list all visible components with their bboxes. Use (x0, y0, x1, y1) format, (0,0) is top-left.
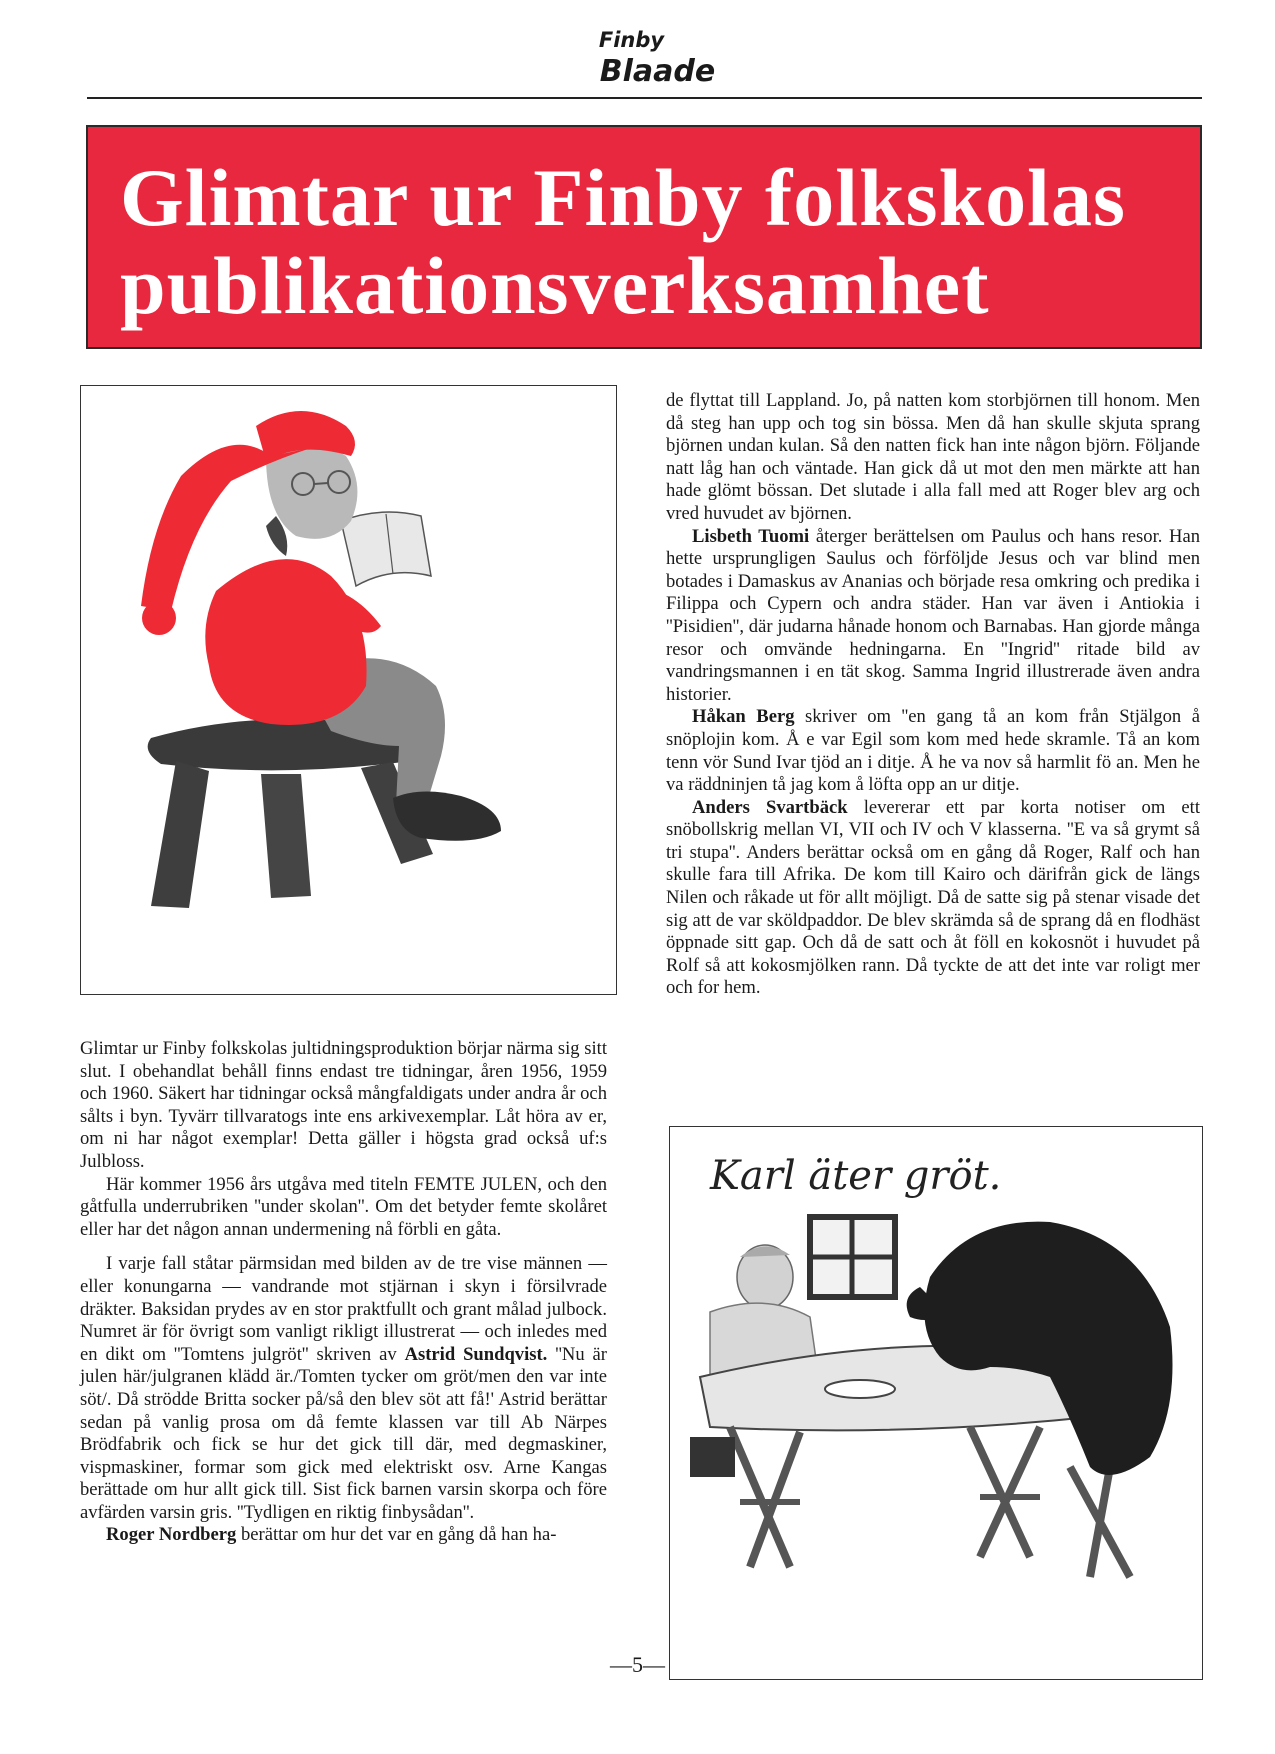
page-number: —5— (610, 1652, 665, 1677)
paragraph-roger (80, 1524, 607, 1547)
paragraph-text: ''Nu är julen här/julgranen klädd är./Tomten tycker om gröt/men den var inte söt/. Då strödde Britta socker på/så den blev söt att få!' Astrid berättar sedan på vanlig prosa om då femte klassen var till Ab Närpes Brödfabrik och fick se hur det gick till där, med degmaskiner, vispmaskiner, formar som gick med elektriskt osv. Arne Kangas berättade om hur allt gick till. Sist fick barnen varsin skorpa och före avfärden varsin gris. ''Tydligen en riktig finbysådan''. (80, 1343, 607, 1523)
paragraph-text: återger berättelsen om Paulus och hans resor. Han hette ursprungligen Saulus och förföljde Jesus och var blind men botades i Damaskus av Ananias och började resa omkring och predika i Filippa och Cypern och andra städer. Han var även i Antiokia i ''Pisidien'', där judarna hånade honom och Barnabas. Han gjorde många resor och omvände hedningarna. En ''Ingrid'' ritade bild av vandringsmannen i en tät skog. Samma Ingrid illustrerade även andra historier. (666, 525, 1200, 705)
paragraph-text: I varje fall ståtar pärmsidan med bilden av de tre vise männen — eller konungarna — vandrande mot stjärnan i skyn i försilvrade dräkter. Baksidan prydes av en stor praktfullt och grant målad julbock. Numret är för övrigt som vanligt rikligt illustrerat — och inledes med en dikt om ''Tomtens julgröt'' skriven av (80, 1253, 607, 1365)
author-name: Lisbeth Tuomi (692, 525, 810, 547)
paragraph-continued: de flyttat till Lappland. Jo, på natten kom storbjörnen till honom. Men då steg han upp och tog sin bössa. Men då han skulle skjuta sprang björnen undan kulan. Så den natten fick han inte någon björn. Följande natt låg han och väntade. Han gick då ut mot den men märkte att han hade glömt bössan. Det slutade i alla fall med att Roger blev arg och vred huvudet av björnen. (666, 390, 1200, 524)
masthead-line-1: Finby (598, 28, 665, 52)
author-name: Anders Svartbäck (692, 796, 848, 818)
paragraph-text: skriver om ''en gang tå an kom från Stjälgon å snöplojin kom. Å e var Egil som kom med hede skramle. Tå an kom tenn vör Sund Ivar tjöd an i ditje. Å he va nov så harmlit fö an. Men he va räddninjen tå jag kom å löfta opp an ur ditje. (666, 706, 1200, 796)
left-column (80, 1038, 607, 1547)
paragraph-lisbeth (666, 526, 1200, 707)
illustration-caption: Karl äter gröt. (710, 1153, 1002, 1199)
paragraph-intro: Glimtar ur Finby folkskolas jultidningsproduktion börjar närma sig sitt slut. I obehandlat behåll finns endast tre tidningar, åren 1956, 1959 och 1960. Säkert har tidningar också mångfaldigats under andra år och sålts i byn. Tyvärr tillvaratogs inte ens arkivexemplar. Låt höra av er, om ni har något exemplar! Detta gäller i högsta grad också uf:s Julbloss. (80, 1038, 607, 1172)
author-name: Astrid Sundqvist. (404, 1343, 548, 1365)
bear-at-table-drawing-icon (670, 1127, 1202, 1679)
right-column (666, 390, 1200, 1000)
paragraph-anders (666, 797, 1200, 1000)
headline-banner (86, 125, 1202, 349)
paragraph-hakan (666, 706, 1200, 796)
paragraph-text: levererar ett par korta notiser om ett snöbollskrig mellan VI, VII och IV och V klasserna. ''E va så grymt så tri stupa''. Anders berättar också om en gång då Roger, Ralf och han skulle fara till Afrika. De kom till Kairo och därifrån gick de längs Nilen och råkade ut för allt möjligt. Då de satte sig på stenar visade det sig att de var sköldpaddor. De blev skrämda så de sprang då en flodhäst öppnade sitt gap. Och då de satt och åt föll en kokosnöt i huvudet på Rolf så att kokosmjölken rann. Då tyckte de att det inte var roligt mer och for hem. (666, 796, 1200, 999)
author-name: Roger Nordberg (106, 1524, 237, 1546)
masthead-line-2: Blaade (599, 54, 716, 89)
paragraph-text: berättar om hur det var en gång då han ha- (236, 1524, 557, 1546)
author-name: Håkan Berg (692, 706, 795, 728)
paragraph-femte-julen: Här kommer 1956 års utgåva med titeln FEMTE JULEN, och den gåtfulla underrubriken ''under skolan''. Om det betyder femte skolåret eller har det någon annan undermening nå förbli en gåta. (80, 1173, 607, 1240)
paragraph-astrid (80, 1253, 607, 1524)
headline-line-2: publikationsverksamhet (120, 240, 990, 331)
bear-illustration-frame (669, 1126, 1203, 1680)
masthead-rule (87, 97, 1202, 99)
tomte-reading-drawing-icon (81, 386, 616, 994)
tomte-illustration-frame (80, 385, 617, 995)
headline-line-1: Glimtar ur Finby folkskolas (120, 152, 1126, 243)
